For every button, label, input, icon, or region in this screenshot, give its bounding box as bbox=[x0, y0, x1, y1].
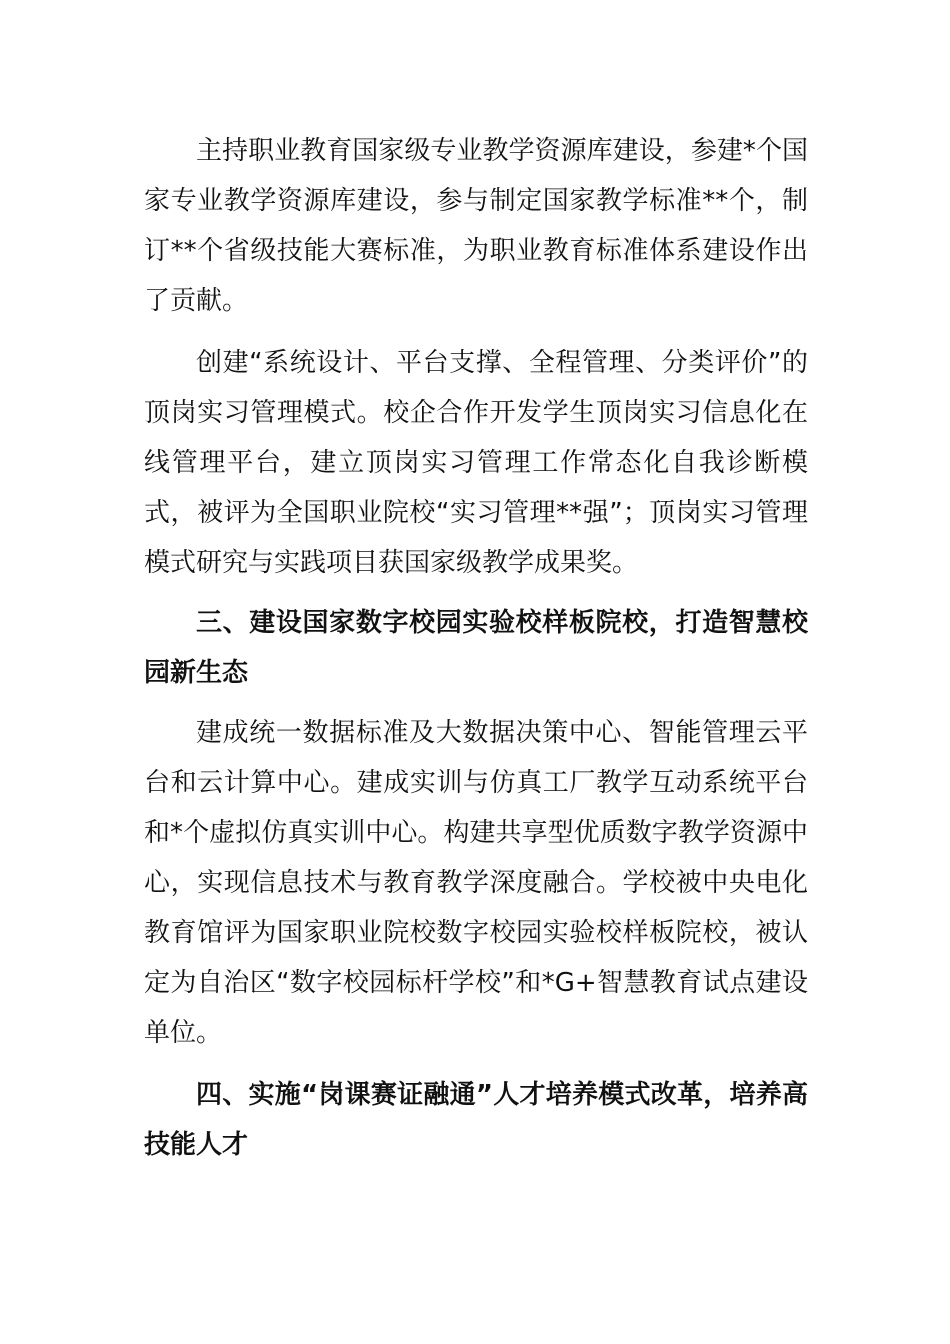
section-heading-talent-training: 四、实施“岗课赛证融通”人才培养模式改革，培养高技能人才 bbox=[144, 1080, 808, 1160]
paragraph-resource-library: 主持职业教育国家级专业教学资源库建设，参建*个国家专业教学资源库建设，参与制定国家教学标准**个，制订**个省级技能大赛标准，为职业教育标准体系建设作出了贡献。 bbox=[144, 136, 808, 316]
section-heading-digital-campus: 三、建设国家数字校园实验校样板院校，打造智慧校园新生态 bbox=[144, 608, 808, 688]
paragraph-internship-management: 创建“系统设计、平台支撑、全程管理、分类评价”的顶岗实习管理模式。校企合作开发学生顶岗实习信息化在线管理平台，建立顶岗实习管理工作常态化自我诊断模式，被评为全国职业院校“实习管理**强”；顶岗实习管理模式研究与实践项目获国家级教学成果奖。 bbox=[144, 348, 808, 578]
paragraph-digital-campus: 建成统一数据标准及大数据决策中心、智能管理云平台和云计算中心。建成实训与仿真工厂教学互动系统平台和*个虚拟仿真实训中心。构建共享型优质数字教学资源中心，实现信息技术与教育教学深度融合。学校被中央电化教育馆评为国家职业院校数字校园实验校样板院校，被认定为自治区“数字校园标杆学校”和*G+智慧教育试点建设单位。 bbox=[144, 718, 808, 1048]
document-body bbox=[144, 126, 808, 1170]
